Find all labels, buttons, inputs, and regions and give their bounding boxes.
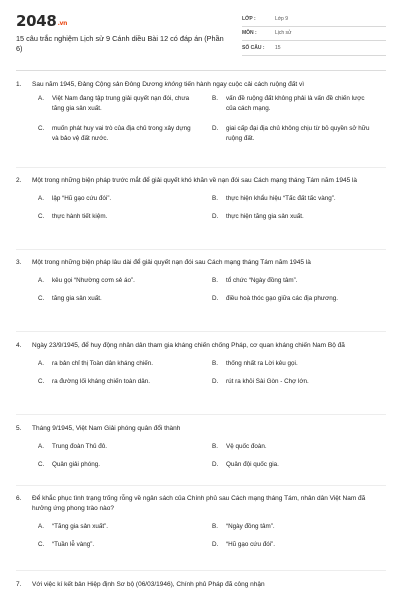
option-a[interactable] xyxy=(38,276,203,286)
option-d[interactable] xyxy=(212,540,384,550)
question-3 xyxy=(16,258,386,312)
meta-row-subject xyxy=(242,27,386,42)
option-d[interactable] xyxy=(212,294,384,304)
option-c[interactable] xyxy=(38,294,203,304)
option-text: Trung đoàn Thủ đô. xyxy=(52,443,107,450)
option-letter: D. xyxy=(212,378,219,385)
question-separator xyxy=(16,249,386,250)
option-text: thống nhất ra Lời kêu gọi. xyxy=(226,360,298,367)
options xyxy=(38,276,386,312)
option-text: “Tuần lễ vàng”. xyxy=(52,541,95,548)
option-letter: C. xyxy=(38,541,45,548)
meta-value: Lớp 9 xyxy=(275,15,289,22)
option-b[interactable] xyxy=(212,522,384,532)
option-c[interactable] xyxy=(38,212,203,222)
option-letter: B. xyxy=(212,360,218,367)
option-b[interactable] xyxy=(212,442,384,452)
question-stem xyxy=(16,494,386,514)
option-letter: A. xyxy=(38,277,44,284)
option-text: điều hoà thóc gạo giữa các địa phương. xyxy=(226,295,338,302)
option-letter: B. xyxy=(212,195,218,202)
options xyxy=(38,359,386,395)
option-letter: D. xyxy=(212,461,219,468)
option-text: ra đường lối kháng chiến toàn dân. xyxy=(52,378,150,385)
question-separator xyxy=(16,485,386,486)
question-text: Với việc kí kết bản Hiệp định Sơ bộ (06/03/1946), Chính phủ Pháp đã công nhận xyxy=(32,581,265,588)
option-text: Quân đội quốc gia. xyxy=(226,461,279,468)
option-letter: A. xyxy=(38,195,44,202)
question-number: 6. xyxy=(16,495,22,502)
meta-table xyxy=(242,12,386,56)
question-number: 1. xyxy=(16,81,22,88)
site-logo[interactable] xyxy=(16,12,67,30)
option-text: lập “Hũ gạo cứu đói”. xyxy=(52,195,112,202)
option-a[interactable] xyxy=(38,94,198,113)
question-text: Ngày 23/9/1945, để huy động nhân dân tham gia kháng chiến chống Pháp, cơ quan kháng chiến Nam Bộ đã xyxy=(32,342,345,349)
options xyxy=(38,442,386,478)
option-text: thực hành tiết kiệm. xyxy=(52,213,108,220)
question-stem xyxy=(16,176,386,186)
question-6 xyxy=(16,494,386,558)
option-letter: D. xyxy=(212,213,219,220)
document-header xyxy=(16,12,386,60)
question-stem xyxy=(16,341,386,351)
option-a[interactable] xyxy=(38,359,203,369)
question-separator xyxy=(16,414,386,415)
question-text: Một trong những biện pháp trước mắt để giải quyết khó khăn về nạn đói sau Cách mạng tháng Tám năm 1945 là xyxy=(32,177,358,184)
question-number: 7. xyxy=(16,581,22,588)
meta-value: 15 xyxy=(275,44,281,51)
option-text: “Ngày đồng tâm”. xyxy=(226,523,275,530)
option-text: Quân giải phóng. xyxy=(52,461,100,468)
logo-text: 2048 xyxy=(16,12,57,30)
option-letter: A. xyxy=(38,95,44,102)
question-stem xyxy=(16,80,386,90)
option-d[interactable] xyxy=(212,377,384,387)
question-stem xyxy=(16,258,386,268)
option-text: giai cấp đại địa chủ không chịu từ bỏ quyền sở hữu ruộng đất. xyxy=(226,125,370,142)
option-a[interactable] xyxy=(38,194,203,204)
question-text: Sau năm 1945, Đảng Cộng sản Đông Dương không tiến hành ngay cuộc cải cách ruộng đất vì xyxy=(32,81,305,88)
header-divider xyxy=(16,70,386,71)
option-letter: A. xyxy=(38,523,44,530)
option-text: “Tăng gia sản xuất”. xyxy=(52,523,109,530)
option-letter: D. xyxy=(212,541,219,548)
meta-row-class xyxy=(242,12,386,27)
option-letter: D. xyxy=(212,125,219,132)
option-d[interactable] xyxy=(212,124,372,143)
option-d[interactable] xyxy=(212,212,384,222)
option-letter: B. xyxy=(212,95,218,102)
question-separator xyxy=(16,570,386,571)
option-letter: C. xyxy=(38,461,45,468)
option-letter: B. xyxy=(212,277,218,284)
option-letter: A. xyxy=(38,360,44,367)
option-c[interactable] xyxy=(38,540,203,550)
meta-label: MÔN : xyxy=(242,30,257,37)
option-c[interactable] xyxy=(38,460,203,470)
option-text: Việt Nam đang tập trung giải quyết nạn đói, chưa tăng gia sản xuất. xyxy=(52,95,190,112)
option-text: thực hiện tăng gia sản xuất. xyxy=(226,213,304,220)
question-5 xyxy=(16,424,386,478)
meta-value: Lịch sử xyxy=(275,30,292,37)
option-a[interactable] xyxy=(38,442,203,452)
option-letter: C. xyxy=(38,213,45,220)
option-c[interactable] xyxy=(38,124,198,143)
option-text: tăng gia sản xuất. xyxy=(52,295,102,302)
option-text: tổ chức “Ngày đồng tâm”. xyxy=(226,277,298,284)
option-text: ra bản chỉ thị Toàn dân kháng chiến. xyxy=(52,360,154,367)
options xyxy=(38,522,386,558)
meta-label: LỚP : xyxy=(242,15,256,22)
option-b[interactable] xyxy=(212,359,384,369)
option-b[interactable] xyxy=(212,94,372,113)
logo-suffix: .vn xyxy=(57,20,68,27)
option-b[interactable] xyxy=(212,194,384,204)
option-letter: D. xyxy=(212,295,219,302)
option-text: rút ra khỏi Sài Gòn - Chợ lớn. xyxy=(226,378,309,385)
question-text: Để khắc phục tình trạng trống rỗng về ngân sách của Chính phủ sau Cách mạng tháng Tám, nhân dân Việt Nam đã hưởng ứng phong trào nào? xyxy=(32,495,366,512)
question-2 xyxy=(16,176,386,230)
option-letter: B. xyxy=(212,443,218,450)
options xyxy=(38,94,386,154)
question-stem xyxy=(16,424,386,434)
question-text: Một trong những biện pháp lâu dài để giải quyết nạn đói sau Cách mạng tháng Tám năm 1945 là xyxy=(32,259,311,266)
option-letter: A. xyxy=(38,443,44,450)
option-text: muốn phát huy vai trò của địa chủ trong xây dựng và bảo vệ đất nước. xyxy=(52,125,191,142)
option-a[interactable] xyxy=(38,522,203,532)
question-separator xyxy=(16,331,386,332)
option-letter: C. xyxy=(38,295,45,302)
option-text: “Hũ gạo cứu đói”. xyxy=(226,541,276,548)
option-letter: C. xyxy=(38,378,45,385)
option-text: thực hiện khẩu hiệu “Tấc đất tấc vàng”. xyxy=(226,195,336,202)
question-number: 5. xyxy=(16,425,22,432)
meta-label: SỐ CÂU : xyxy=(242,44,265,51)
document-title: 15 câu trắc nghiệm Lịch sử 9 Cánh diều Bài 12 có đáp án (Phần 6) xyxy=(16,34,224,53)
question-text: Tháng 9/1945, Việt Nam Giải phóng quân đổi thành xyxy=(32,425,181,432)
option-c[interactable] xyxy=(38,377,203,387)
option-text: Vệ quốc đoàn. xyxy=(226,443,267,450)
question-number: 2. xyxy=(16,177,22,184)
options xyxy=(38,194,386,230)
question-7 xyxy=(16,580,386,590)
question-stem xyxy=(16,580,386,590)
meta-row-count xyxy=(242,41,386,56)
option-text: vấn đề ruộng đất không phải là vấn đề chiến lược của cách mạng. xyxy=(226,95,365,112)
option-text: kêu gọi “Nhường cơm sẻ áo”. xyxy=(52,277,135,284)
option-d[interactable] xyxy=(212,460,384,470)
option-letter: C. xyxy=(38,125,45,132)
option-letter: B. xyxy=(212,523,218,530)
question-number: 3. xyxy=(16,259,22,266)
question-number: 4. xyxy=(16,342,22,349)
option-b[interactable] xyxy=(212,276,384,286)
question-1 xyxy=(16,80,386,154)
question-separator xyxy=(16,167,386,168)
question-4 xyxy=(16,341,386,395)
